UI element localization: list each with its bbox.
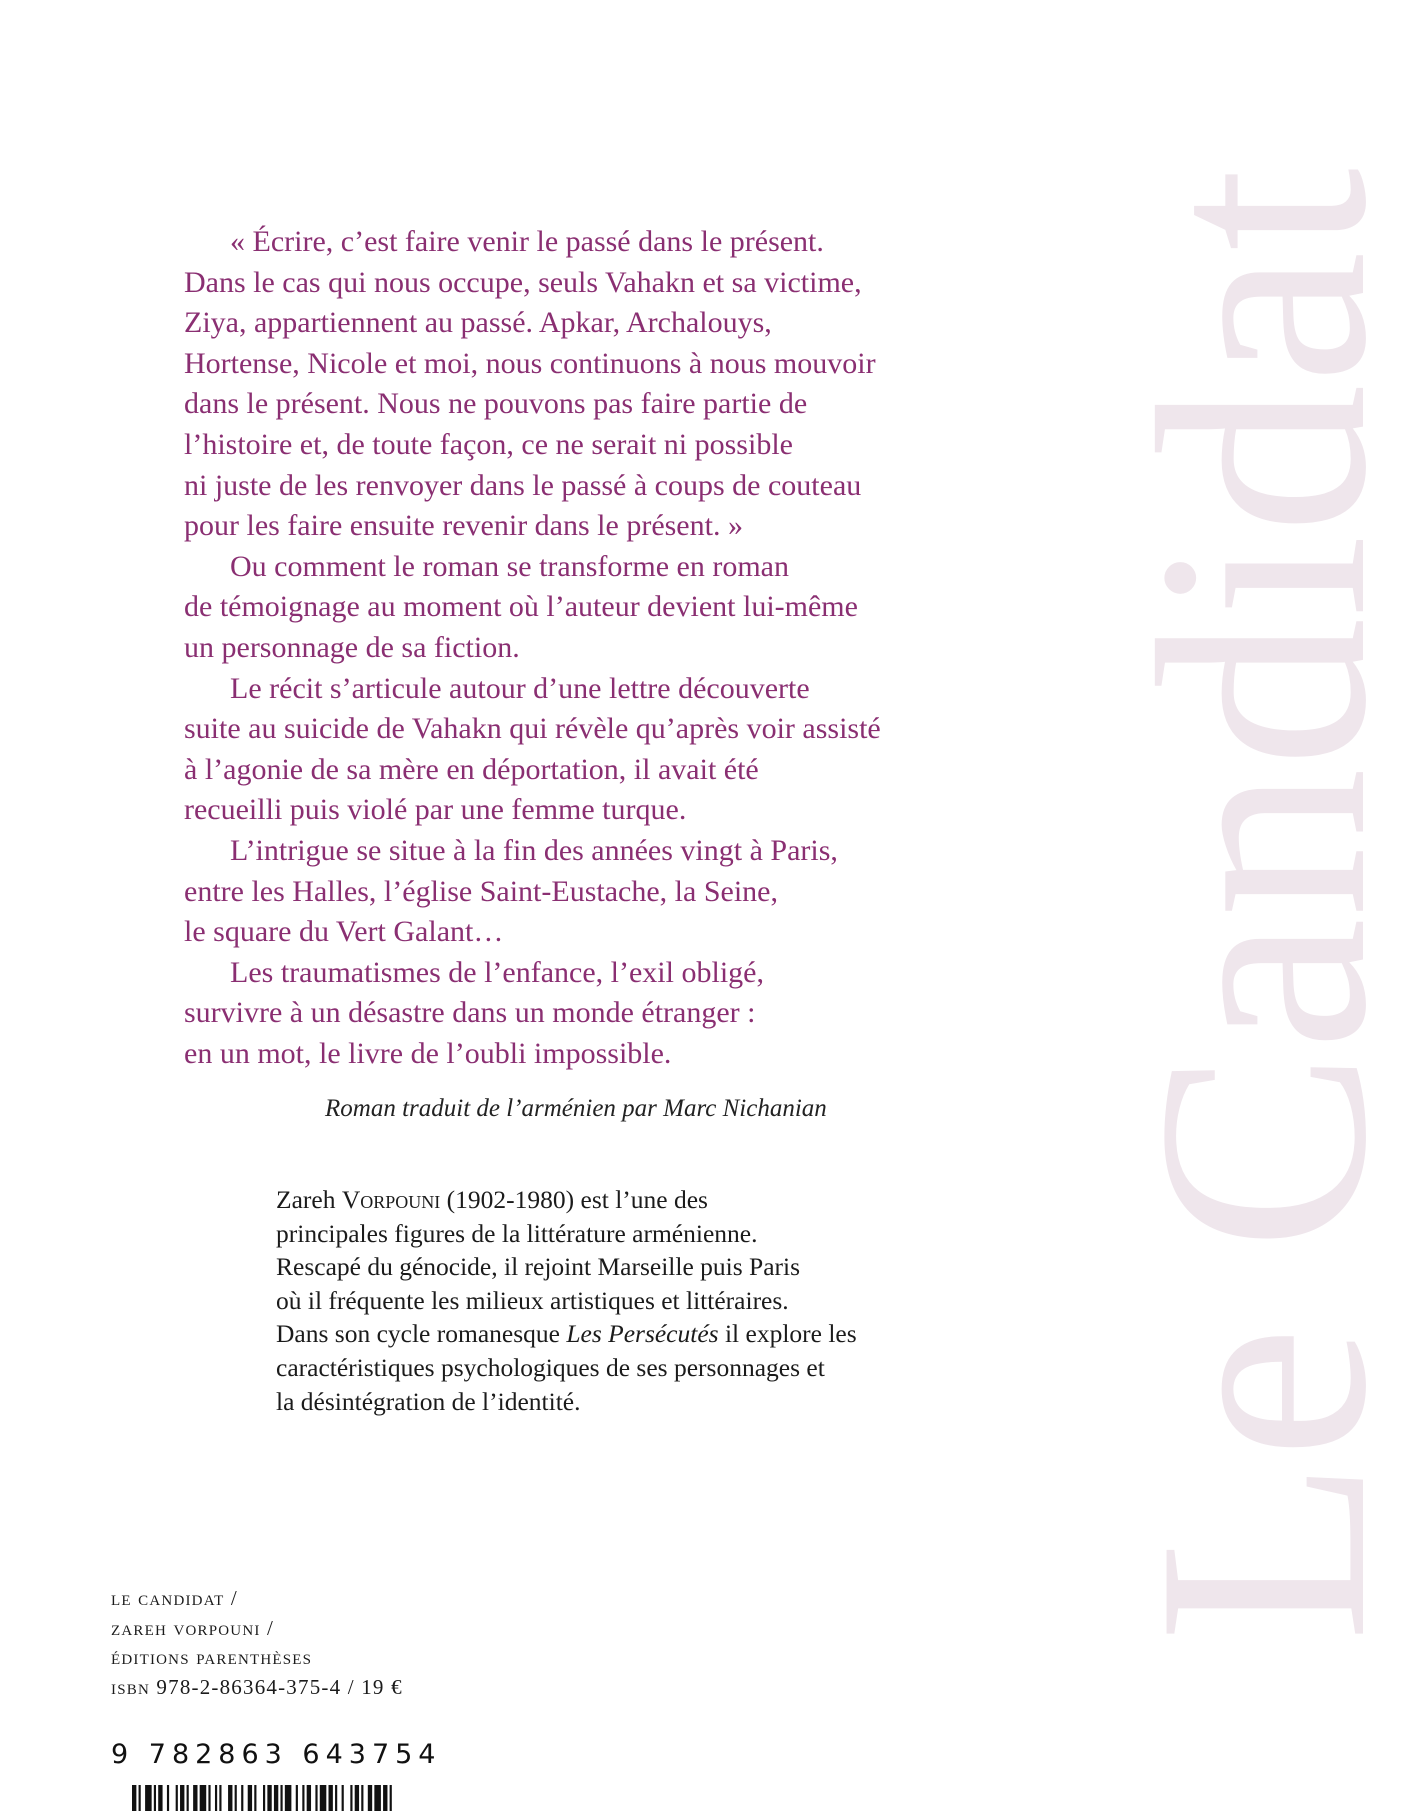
bio-text: Dans son cycle romanesque (276, 1319, 567, 1349)
blurb-line: un personnage de sa fiction. (184, 630, 520, 664)
blurb-line: dans le présent. Nous ne pouvons pas faire partie de (184, 387, 808, 421)
blurb-line: Dans le cas qui nous occupe, seuls Vahakn et sa victime, (184, 265, 862, 299)
bio-text: il explore les (718, 1319, 857, 1349)
blurb-line: Hortense, Nicole et moi, nous continuons à nous mouvoir (184, 346, 876, 380)
bio-line (276, 1183, 1016, 1217)
translator-note: Roman traduit de l’arménien par Marc Nichanian (325, 1095, 827, 1122)
blurb-line: Ou comment le roman se transforme en roman (230, 549, 789, 583)
blurb-line: pour les faire ensuite revenir dans le présent. » (184, 509, 743, 543)
blurb-line: suite au suicide de Vahakn qui révèle qu’après voir assisté (184, 712, 881, 746)
imprint-isbn-price: isbn 978-2-86364-375-4 / 19 € (111, 1674, 403, 1699)
blurb-line: entre les Halles, l’église Saint-Eustache, la Seine, (184, 874, 778, 908)
blurb-line: survivre à un désastre dans un monde étranger : (184, 996, 756, 1030)
bio-line: principales figures de la littérature arménienne. (276, 1218, 758, 1248)
imprint-publisher: éditions parenthèses (111, 1645, 313, 1670)
blurb-line: à l’agonie de sa mère en déportation, il avait été (184, 752, 759, 786)
bio-line: Rescapé du génocide, il rejoint Marseille puis Paris (276, 1252, 801, 1282)
author-bio (276, 1183, 1016, 1418)
imprint-block (111, 1584, 403, 1702)
blurb-line: « Écrire, c’est faire venir le passé dans le présent. (230, 225, 824, 258)
bio-line: la désintégration de l’identité. (276, 1386, 581, 1416)
bio-line: où il fréquente les milieux artistiques et littéraires. (276, 1285, 789, 1315)
blurb-line: Les traumatismes de l’enfance, l’exil obligé, (230, 955, 764, 989)
barcode-icon (132, 1785, 394, 1811)
bio-line (276, 1317, 1016, 1351)
blurb-line: Le récit s’articule autour d’une lettre découverte (230, 671, 810, 705)
imprint-title: le candidat / (111, 1586, 238, 1610)
bio-text: (1902-1980) est l’une des (440, 1185, 708, 1214)
blurb-line: l’histoire et, de toute façon, ce ne serait ni possible (184, 427, 793, 461)
blurb-line: ni juste de les renvoyer dans le passé à coups de couteau (184, 468, 862, 502)
cycle-title: Les Persécutés (566, 1319, 719, 1349)
back-cover-blurb (184, 222, 1044, 1074)
barcode-number: 9 782863 643754 (111, 1739, 442, 1770)
blurb-line: L’intrigue se situe à la fin des années vingt à Paris, (230, 833, 838, 867)
imprint-author: zareh vorpouni / (111, 1615, 275, 1640)
author-surname: Vorpouni (341, 1185, 441, 1214)
bio-line: caractéristiques psychologiques de ses personnages et (276, 1352, 825, 1382)
blurb-line: Ziya, appartiennent au passé. Apkar, Archalouys, (184, 306, 772, 340)
blurb-line: de témoignage au moment où l’auteur devient lui-même (184, 590, 858, 624)
vertical-book-title: Le Candidat (1096, 167, 1428, 1643)
blurb-line: le square du Vert Galant… (184, 915, 504, 949)
bio-text: Zareh (276, 1185, 342, 1214)
blurb-line: recueilli puis violé par une femme turque. (184, 793, 687, 827)
blurb-line: en un mot, le livre de l’oubli impossible. (184, 1036, 672, 1070)
